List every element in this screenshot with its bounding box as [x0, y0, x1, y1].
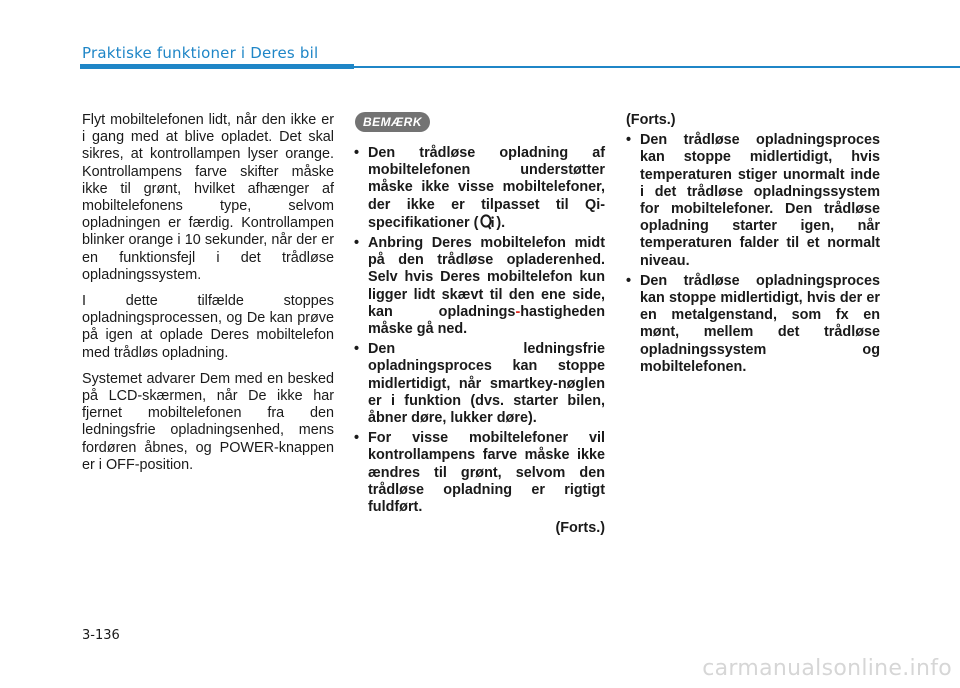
continued-label: (Forts.) [555, 520, 605, 537]
page-number: 3-136 [82, 628, 120, 643]
note-badge: BEMÆRK [355, 112, 430, 132]
list-item [354, 145, 605, 232]
list-item: • Den trådløse opladningsproces kan stoppe midlertidigt, hvis der er en metalgenstand, som fx en mønt, mellem det trådløse opladningssystem og mobiltelefonen. [626, 273, 880, 376]
note-list [354, 145, 605, 516]
header-rule-thin [354, 66, 960, 68]
list-item: • Den trådløse opladningsproces kan stoppe midlertidigt, hvis temperaturen stiger unormalt inde i det trådløse opladningssystem for mobiltelefoner. Den trådløse opladning starter igen, når temperaturen falder til et normalt niveau. [626, 132, 880, 270]
list-item-text: ). [496, 214, 506, 231]
list-item: • For visse mobiltelefoner vil kontrollampens farve måske ikke ændres til grønt, selvom den trådløse opladning er rigtigt fuldført. [354, 430, 605, 516]
list-item-text: Anbring Deres mobiltelefon midt på den trådløse opladerenhed. Selv hvis Deres mobiltelefon kun ligger lidt skævt til den ene side, kan opladnings [368, 235, 605, 320]
list-item-text: hastigheden måske gå ned. [368, 303, 605, 338]
page-section-title: Praktiske funktioner i Deres bil [82, 44, 319, 62]
column-left [82, 112, 334, 483]
header-rule-thick [80, 64, 354, 69]
qi-logo-icon [480, 214, 494, 230]
list-item-text: Den trådløse opladning af mobiltelefonen understøtter måske ikke visse mobiltelefoner, der ikke er tilpasset til Qi-specifikationer ( [368, 145, 605, 231]
list-item: • Den ledningsfrie opladningsproces kan stoppe midlertidigt, når smartkey-nøglen er i funktion (dvs. starter bilen, åbner døre, lukker døre). [354, 341, 605, 427]
column-middle [354, 112, 605, 537]
column-right [626, 112, 880, 379]
paragraph: Systemet advarer Dem med en besked på LCD-skærmen, når De ikke har fjernet mobiltelefonen fra den ledningsfrie opladningsenhed, mens fordøren åbnes, og POWER-knappen er i OFF-position. [82, 370, 334, 473]
hyphen-mark: - [515, 303, 521, 320]
paragraph: Flyt mobiltelefonen lidt, når den ikke er i gang med at blive opladet. Det skal sikres, at kontrollampen lyser orange. Kontrollampens farve skifter måske ikke til grønt, hvilket afhænger af mobiltelefonens type, selvom opladningen er færdig. Kontrollampen blinker orange i 10 sekunder, når der er en funktionsfejl i det trådløse opladningssystem. [82, 112, 334, 283]
watermark: carmanualsonline.info [702, 656, 952, 681]
list-item [354, 235, 605, 338]
continued-heading: (Forts.) [626, 112, 676, 128]
note-list-continued [626, 132, 880, 376]
paragraph: I dette tilfælde stoppes opladningsprocessen, og De kan prøve på igen at oplade Deres mobiltelefon med trådløs opladning. [82, 293, 334, 361]
